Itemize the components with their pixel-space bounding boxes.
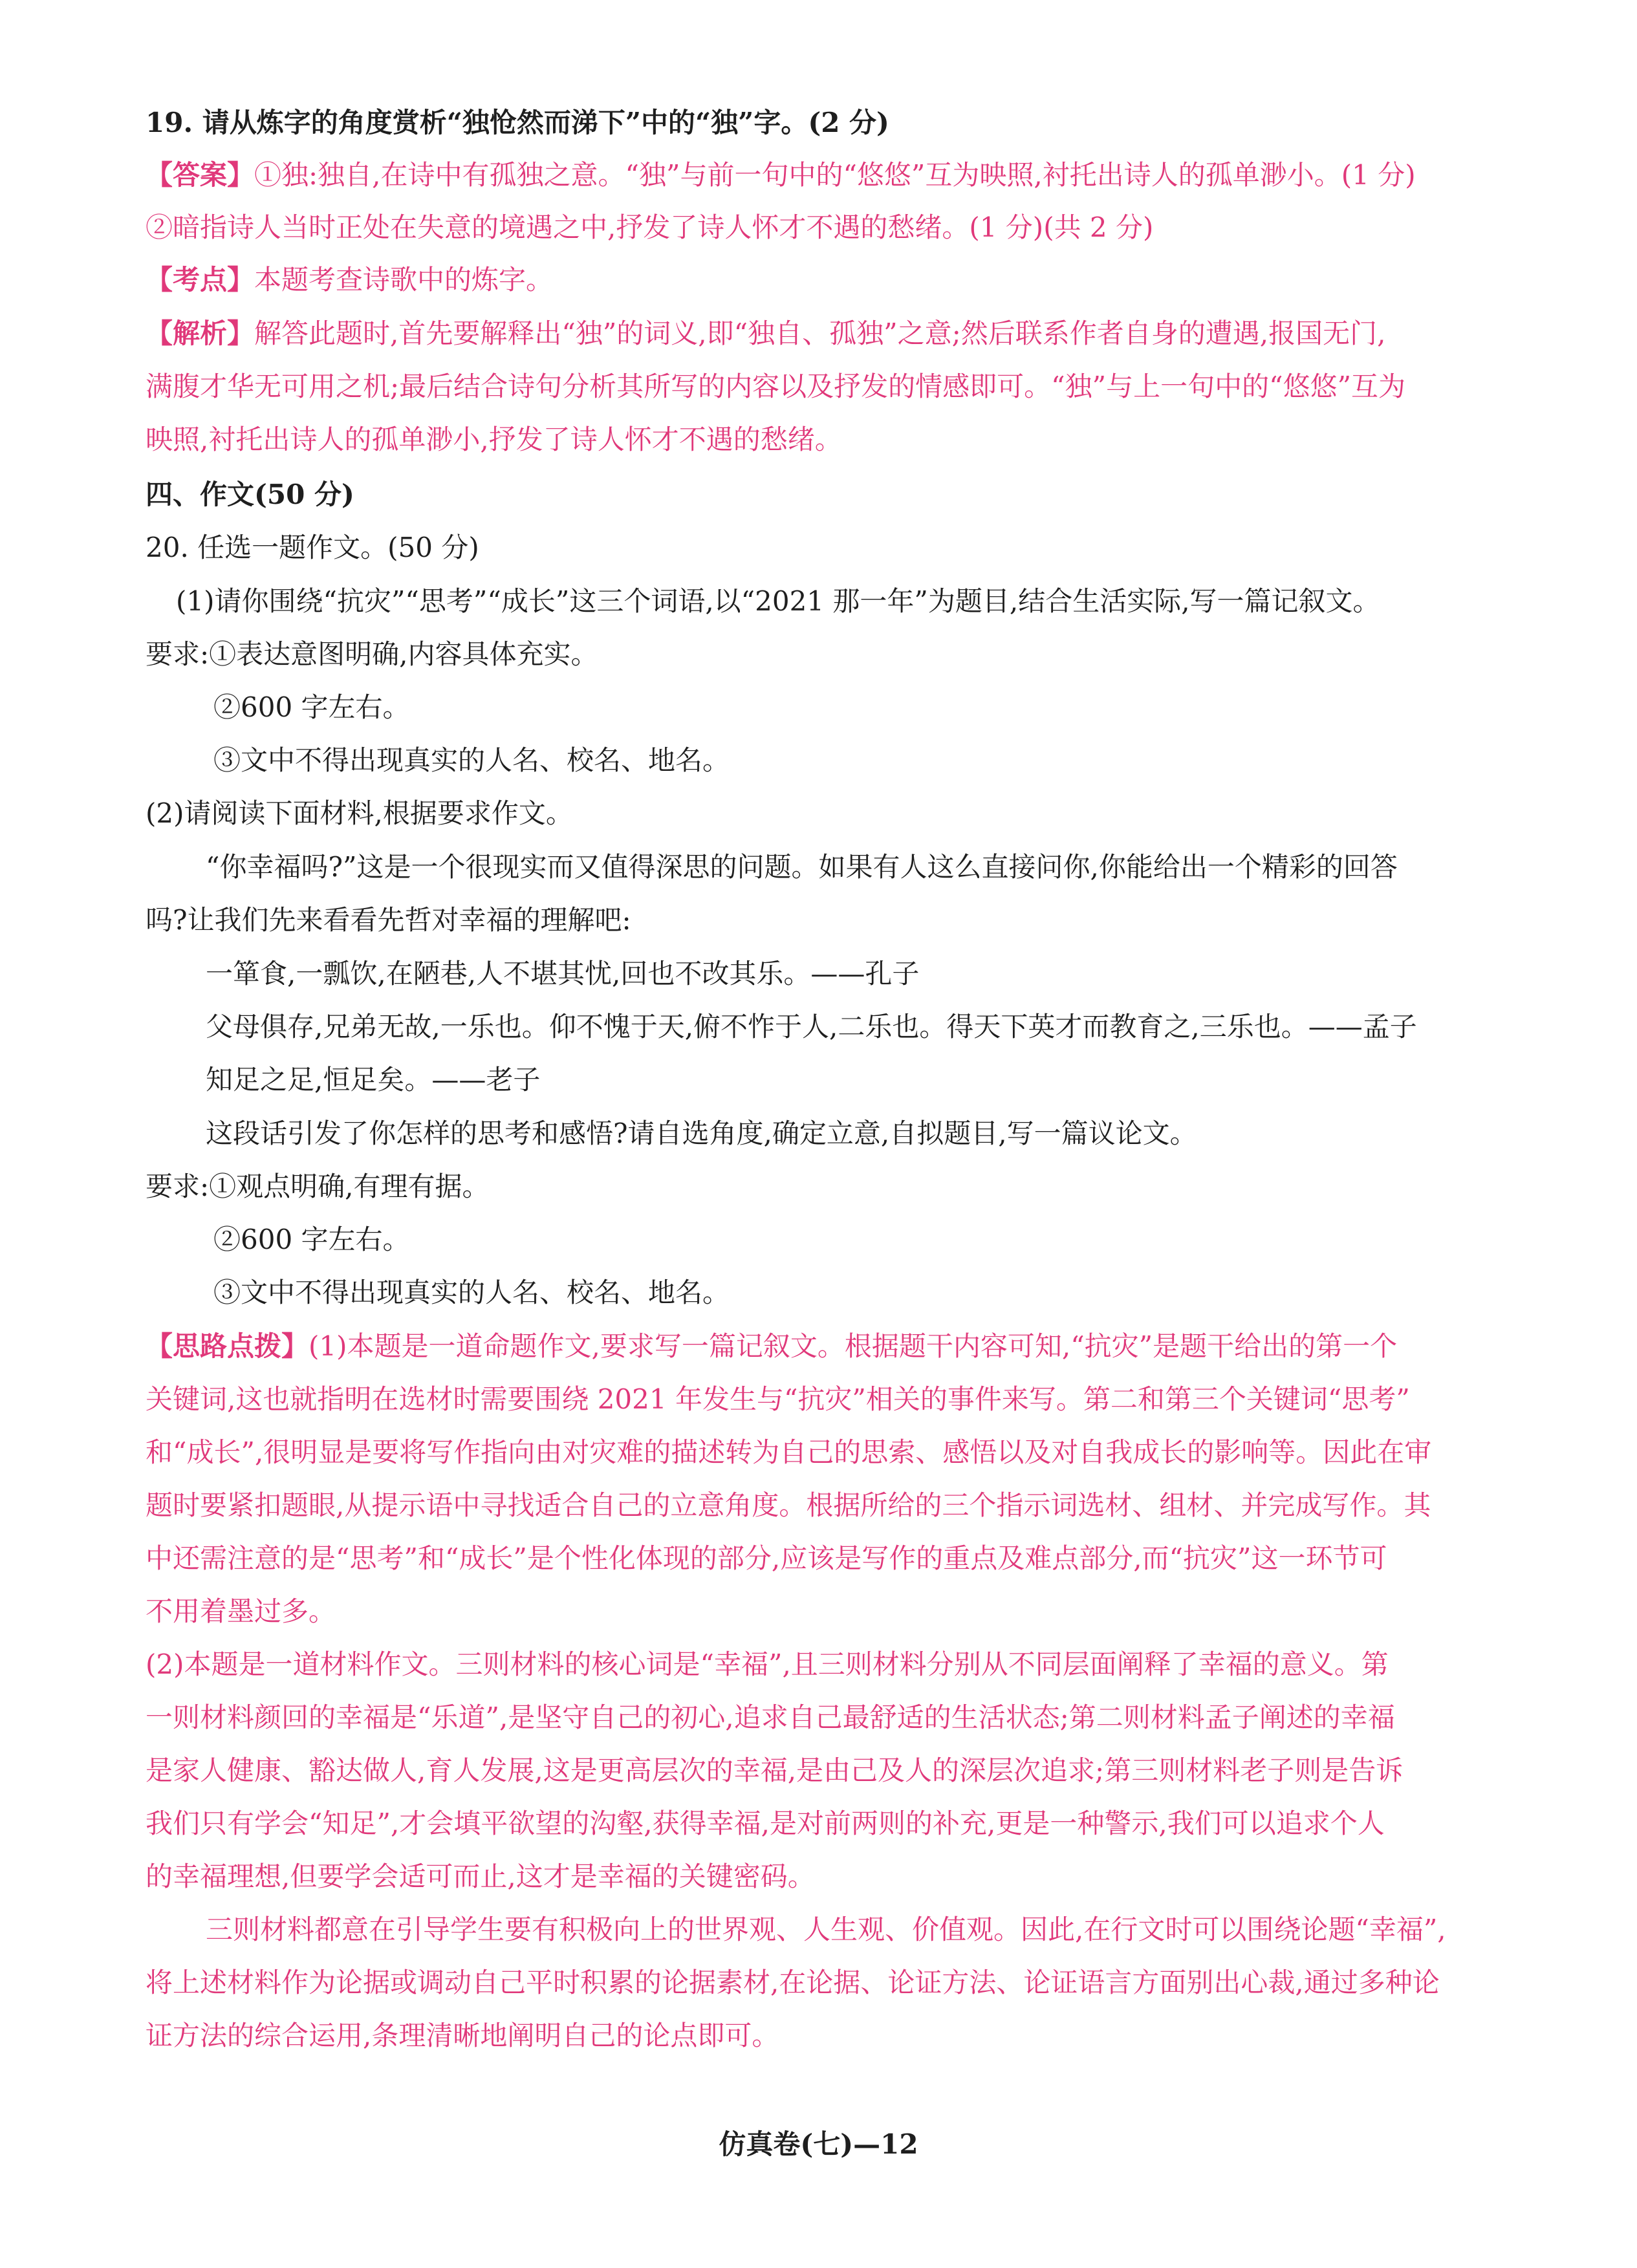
guide-line-1: 【思路点拨】(1)本题是一道命题作文,要求写一篇记叙文。根据题干内容可知,“抗灾”是题干给出的第一个 <box>146 1330 1398 1362</box>
guide-line-2: 关键词,这也就指明在选材时需要围绕 2021 年发生与“抗灾”相关的事件来写。第二和第三个关键词“思考” <box>146 1383 1410 1415</box>
q19-analysis-line-2: 满腹才华无可用之机;最后结合诗句分析其所写的内容以及抒发的情感即可。“独”与上一句中的“悠悠”互为 <box>146 371 1406 402</box>
guide-line-13: 将上述材料作为论据或调动自己平时积累的论据素材,在论据、论证方法、论证语言方面别出心裁,通过多种论 <box>146 1967 1440 1998</box>
q20-option-2: (2)请阅读下面材料,根据要求作文。 <box>146 797 573 829</box>
guide-line-7: (2)本题是一道材料作文。三则材料的核心词是“幸福”,且三则材料分别从不同层面阐释了幸福的意义。第 <box>146 1648 1389 1680</box>
q19-analysis-line-1: 【解析】解答此题时,首先要解释出“独”的词义,即“独自、孤独”之意;然后联系作者自身的遭遇,报国无门, <box>146 318 1386 349</box>
guide-line-14: 证方法的综合运用,条理清晰地阐明自己的论点即可。 <box>146 2020 779 2051</box>
q19-prompt: 19. 请从炼字的角度赏析“独怆然而涕下”中的“独”字。(2 分) <box>146 107 889 138</box>
q19-point: 【考点】本题考查诗歌中的炼字。 <box>146 264 554 296</box>
q20-option-1: (1)请你围绕“抗灾”“思考”“成长”这三个词语,以“2021 那一年”为题目,结合生活实际,写一篇记叙文。 <box>176 585 1380 617</box>
material-line-1: “你幸福吗?”这是一个很现实而又值得深思的问题。如果有人这么直接问你,你能给出一个精彩的回答 <box>206 851 1398 883</box>
guide-line-9: 是家人健康、豁达做人,育人发展,这是更高层次的幸福,是由己及人的深层次追求;第三则材料老子则是告诉 <box>146 1755 1404 1786</box>
guide-line-3: 和“成长”,很明显是要将写作指向由对灾难的描述转为自己的思索、感悟以及对自我成长的影响等。因此在审 <box>146 1436 1432 1468</box>
quote-mencius: 父母俱存,兄弟无故,一乐也。仰不愧于天,俯不怍于人,二乐也。得天下英才而教育之,三乐也。——孟子 <box>206 1011 1417 1042</box>
q20-req2-a: 要求:①观点明确,有理有据。 <box>146 1171 490 1202</box>
q20-req2-c: ③文中不得出现真实的人名、校名、地名。 <box>213 1277 730 1308</box>
q19-analysis-line-3: 映照,衬托出诗人的孤单渺小,抒发了诗人怀才不遇的愁绪。 <box>146 424 842 455</box>
quote-laozi: 知足之足,恒足矣。——老子 <box>206 1064 541 1096</box>
guide-line-12: 三则材料都意在引导学生要有积极向上的世界观、人生观、价值观。因此,在行文时可以围绕论题“幸福”, <box>206 1914 1446 1945</box>
guide-line-11: 的幸福理想,但要学会适可而止,这才是幸福的关键密码。 <box>146 1861 815 1892</box>
guide-line-4: 题时要紧扣题眼,从提示语中寻找适合自己的立意角度。根据所给的三个指示词选材、组材、并完成写作。其 <box>146 1489 1431 1521</box>
q20-req2-b: ②600 字左右。 <box>213 1224 410 1255</box>
section-title: 四、作文(50 分) <box>146 479 354 510</box>
material-line-2: 吗?让我们先来看看先哲对幸福的理解吧: <box>146 904 631 936</box>
q19-answer-line-2: ②暗指诗人当时正处在失意的境遇之中,抒发了诗人怀才不遇的愁绪。(1 分)(共 2 分) <box>146 211 1154 243</box>
guide-line-8: 一则材料颜回的幸福是“乐道”,是坚守自己的初心,追求自己最舒适的生活状态;第二则材料孟子阐述的幸福 <box>146 1701 1395 1733</box>
page-footer: 仿真卷(七)—12 <box>719 2128 918 2160</box>
guide-tag: 【思路点拨】 <box>146 1330 309 1362</box>
material-line-3: 这段话引发了你怎样的思考和感悟?请自选角度,确定立意,自拟题目,写一篇议论文。 <box>206 1118 1197 1149</box>
q19-answer-line-1: 【答案】①独:独自,在诗中有孤独之意。“独”与前一句中的“悠悠”互为映照,衬托出诗人的孤单渺小。(1 分) <box>146 159 1416 191</box>
guide-line-5: 中还需注意的是“思考”和“成长”是个性化体现的部分,应该是写作的重点及难点部分,而“抗灾”这一环节可 <box>146 1542 1387 1574</box>
answer-tag: 【答案】 <box>146 159 255 191</box>
guide-line-10: 我们只有学会“知足”,才会填平欲望的沟壑,获得幸福,是对前两则的补充,更是一种警示,我们可以追求个人 <box>146 1808 1385 1839</box>
q20-req1-c: ③文中不得出现真实的人名、校名、地名。 <box>213 744 730 776</box>
q20-req1-a: 要求:①表达意图明确,内容具体充实。 <box>146 638 598 670</box>
q20-prompt: 20. 任选一题作文。(50 分) <box>146 532 479 563</box>
analysis-tag: 【解析】 <box>146 318 255 349</box>
q20-req1-b: ②600 字左右。 <box>213 691 410 723</box>
quote-confucius: 一箪食,一瓢饮,在陋巷,人不堪其忧,回也不改其乐。——孔子 <box>206 958 920 989</box>
point-tag: 【考点】 <box>146 264 255 296</box>
guide-line-6: 不用着墨过多。 <box>146 1595 336 1627</box>
